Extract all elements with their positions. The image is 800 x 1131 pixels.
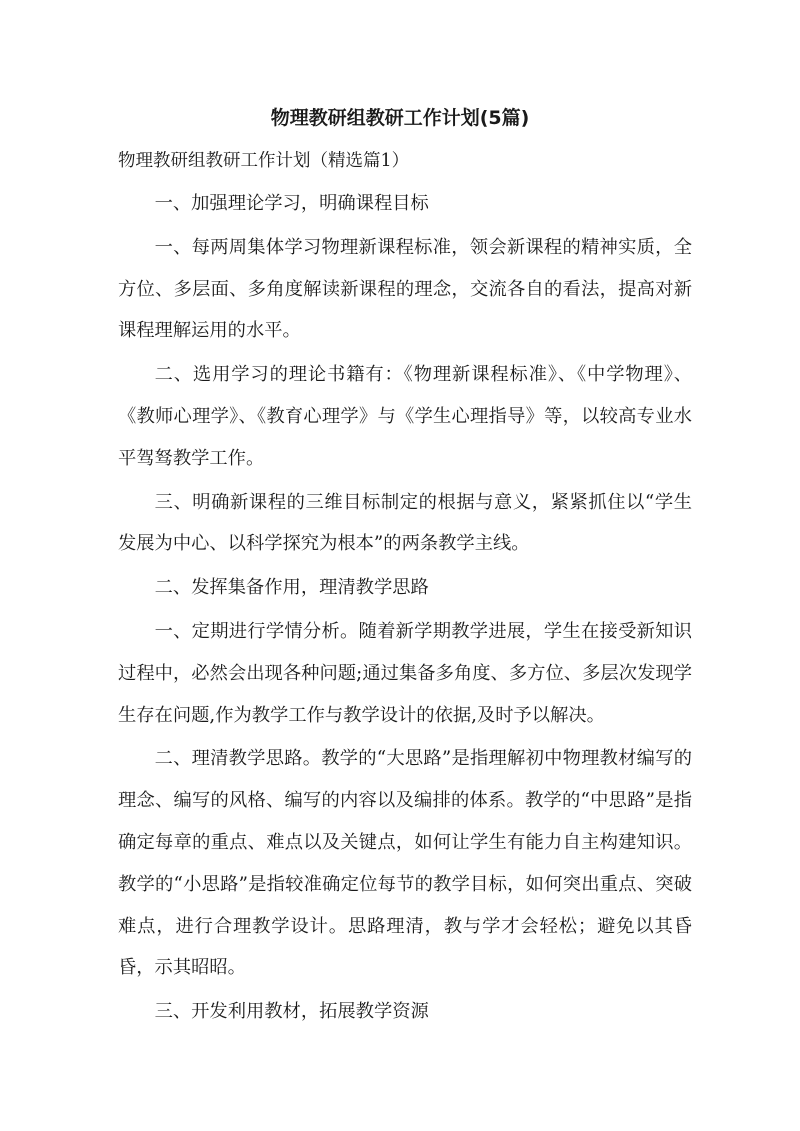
document-subtitle: 物理教研组教研工作计划（精选篇1） xyxy=(118,151,410,171)
section-heading-2: 二、发挥集备作用，理清教学思路 xyxy=(154,577,429,599)
body-paragraph: 二、选用学习的理论书籍有：《物理新课程标准》、《中学物理》、《教师心理学》、《教育心理学》与《学生心理指导》等，以较高专业水平驾驽教学工作。 xyxy=(118,364,692,469)
section-heading-1: 一、加强理论学习，明确课程目标 xyxy=(154,193,429,214)
document-title: 物理教研组教研工作计划(5篇) xyxy=(270,107,530,129)
body-paragraph: 三、明确新课程的三维目标制定的根据与意义，紧紧抓住以“学生发展为中心、以科学探究为根本”的两条教学主线。 xyxy=(118,491,692,555)
body-paragraph: 一、定期进行学情分析。随着新学期教学进展，学生在接受新知识过程中，必然会出现各种问题;通过集备多角度、多方位、多层次发现学生存在问题,作为教学工作与教学设计的依据,及时予以解决。 xyxy=(118,620,692,726)
section-heading-3: 三、开发利用教材，拓展教学资源 xyxy=(154,1001,429,1023)
body-paragraph: 二、理清教学思路。教学的“大思路”是指理解初中物理教材编写的理念、编写的风格、编写的内容以及编排的体系。教学的“中思路”是指确定每章的重点、难点以及关键点，如何让学生有能力自主构建知识。教学的“小思路”是指较准确定位每节的教学目标，如何突出重点、突破难点，进行合理教学设计。思路理清，教与学才会轻松；避免以其昏昏，示其昭昭。 xyxy=(118,748,692,979)
body-paragraph: 一、每两周集体学习物理新课程标准，领会新课程的精神实质，全方位、多层面、多角度解读新课程的理念，交流各自的看法，提高对新课程理解运用的水平。 xyxy=(118,236,692,342)
document-body xyxy=(118,183,692,1035)
